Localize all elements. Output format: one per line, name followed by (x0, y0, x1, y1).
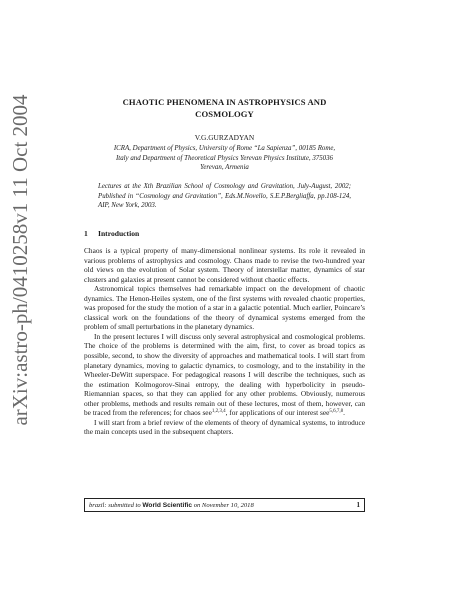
paper-page (84, 0, 365, 613)
page-footer (84, 498, 365, 512)
arxiv-sidebar-stamp (2, 40, 38, 480)
section-heading (84, 229, 139, 238)
footer-date: on November 10, 2018 (193, 501, 254, 509)
citation-superscript: 1,2,3,4 (211, 409, 226, 415)
section-title: Introduction (98, 229, 140, 238)
arxiv-stamp-svg (2, 40, 38, 480)
title-line: COSMOLOGY (195, 108, 254, 119)
paragraph-text: In the present lectures I will discuss only several astrophysical and cosmological problems. The choice of the problems is determined with the aim, first, to cover as broad topics as possible, second, to show the diversity of approaches and mathematical tools. I will start from planetary dynamics, moving to galactic dynamics, to cosmology, and to the instability in the Wheeler-DeWitt superspace. For pedagogical reasons I will describe the techniques, such as the estimation Kolmogorov-Sinai entropy, the dealing with hyperbolicity in pseudo-Riemannian spaces, so that they can applied for any other problems. Obviously, numerous other problems, methods and results remain out of these lectures, most of them, however, can be traced from the references; for chaos see (84, 331, 365, 418)
footer-label: brazil: submitted to (89, 501, 141, 509)
paragraph-text: , for applications of our interest see (225, 408, 330, 418)
author-name: V.G.GURZADYAN (194, 133, 255, 142)
paragraph-text: . (343, 408, 345, 418)
affiliation-line: Yerevan, Armenia (200, 164, 249, 172)
paper-title (84, 97, 365, 120)
affiliation (84, 144, 365, 173)
page-number: 1 (356, 500, 360, 509)
footer-publisher: World Scientific (142, 501, 193, 509)
paragraph (84, 332, 365, 418)
title-line: CHAOTIC PHENOMENA IN ASTROPHYSICS AND (122, 97, 327, 107)
citation-superscript: 5,6,7,8 (329, 409, 344, 415)
affiliation-line: ICRA, Department of Physics, University of Rome “La Sapienza”, 00185 Rome, (113, 145, 336, 152)
footer-note (89, 499, 254, 512)
paragraph: Astronomical topics themselves had remarkable impact on the development of chaotic dynamics. The Henon-Heiles system, one of the first systems with revealed chaotic properties, was proposed for the study the motion of a star in a galactic potential. Much earlier, Poincare’s classical work on the foundations of the theory of dynamical systems emerged from the problem of small perturbations in the planetary dynamics. (84, 284, 365, 332)
body-text (84, 246, 365, 437)
section-number: 1 (84, 229, 88, 238)
paragraph: Chaos is a typical property of many-dimensional nonlinear systems. Its role it revealed in various problems of astrophysics and cosmology. Chaos made to revise the two-hundred year old views on the evolution of Solar system. Theory of interstellar matter, dynamics of star clusters and galaxies at present cannot be considered without chaotic effects. (84, 246, 365, 284)
lectures-note: Lectures at the Xth Brazilian School of Cosmology and Gravitation, July-August, 2002; Published in “Cosmology and Gravitation”, Eds.M.Novello, S.E.P.Bergliaffa, pp.108-124, AIP, New York, 2003. (98, 183, 351, 210)
affiliation-line: Italy and Department of Theoretical Physics Yerevan Physics Institute, 375036 (115, 154, 334, 162)
arxiv-id-text: arXiv:astro-ph/0410258v1 11 Oct 2004 (8, 94, 32, 426)
paragraph: I will start from a brief review of the elements of theory of dynamical systems, to introduce the main concepts used in the subsequent chapters. (84, 417, 365, 437)
